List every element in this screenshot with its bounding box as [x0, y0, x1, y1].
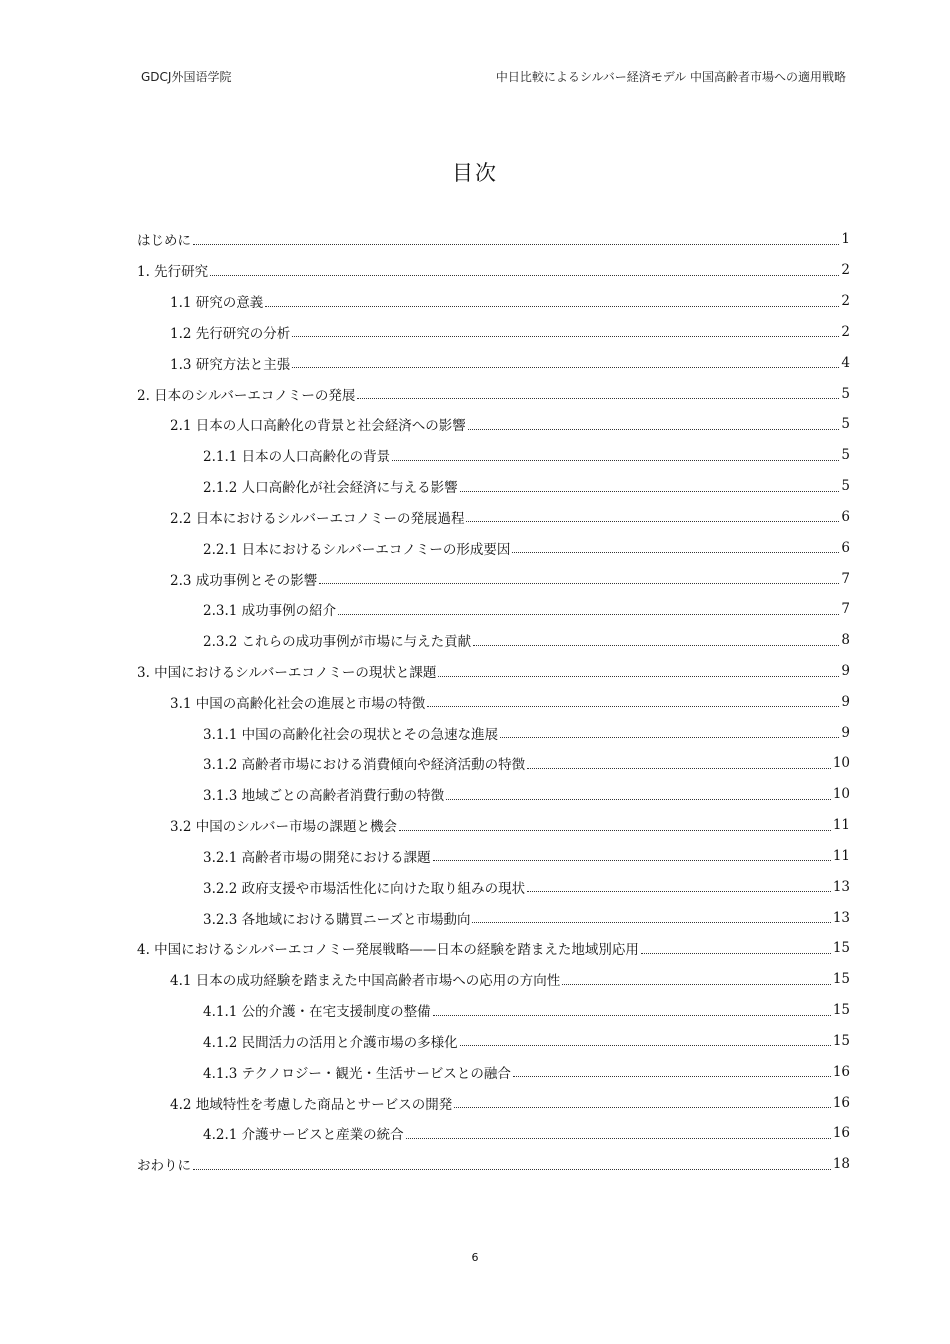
- page-number: 6: [471, 1251, 479, 1264]
- dot-leader: [433, 1015, 831, 1016]
- toc-entry-title: 4.1.3 テクノロジー・観光・生活サービスとの融合: [203, 1065, 511, 1082]
- toc-entry[interactable]: [137, 378, 850, 409]
- toc-entry-title: 3.1 中国の高齢化社会の進展と市場の特徴: [170, 695, 426, 712]
- toc-entry-page: 9: [841, 663, 850, 679]
- toc-entry-page: 13: [832, 878, 850, 895]
- toc-entry-page: 6: [841, 508, 850, 525]
- toc-entry[interactable]: [137, 1026, 850, 1057]
- toc-entry[interactable]: [137, 779, 850, 810]
- toc-entry-title: 2.3 成功事例とその影響: [170, 572, 318, 589]
- toc-entry-page: 5: [841, 416, 850, 433]
- toc-entry-title: 2.1.2 人口高齢化が社会経済に与える影響: [203, 480, 458, 497]
- toc-entry[interactable]: [137, 471, 850, 502]
- dot-leader: [438, 676, 839, 677]
- toc-entry[interactable]: [137, 224, 850, 255]
- toc-entry-title: 3.1.2 高齢者市場における消費傾向や経済活動の特徴: [203, 757, 526, 774]
- toc-entry-title: 2.3.1 成功事例の紹介: [203, 603, 337, 620]
- toc-entry-title: 2.1 日本の人口高齢化の背景と社会経済への影響: [170, 418, 466, 435]
- dot-leader: [427, 706, 839, 707]
- dot-leader: [512, 552, 839, 553]
- dot-leader: [500, 737, 839, 738]
- dot-leader: [460, 1045, 831, 1046]
- toc-entry[interactable]: [137, 625, 850, 656]
- toc-entry[interactable]: [137, 1149, 850, 1180]
- toc-entry[interactable]: [137, 995, 850, 1026]
- toc-entry-page: 13: [832, 909, 850, 926]
- toc-entry[interactable]: [137, 316, 850, 347]
- toc-entry-page: 15: [832, 1002, 850, 1019]
- dot-leader: [210, 275, 839, 276]
- dot-leader: [193, 1169, 831, 1170]
- toc-entry-title: 4. 中国におけるシルバーエコノミー発展戦略——日本の経験を踏まえた地域別応用: [137, 942, 639, 959]
- toc-entry-page: 11: [832, 817, 850, 834]
- toc-entry-title: 4.1.1 公的介護・在宅支援制度の整備: [203, 1004, 431, 1021]
- toc-entry-page: 15: [832, 1032, 850, 1049]
- toc-entry[interactable]: [137, 563, 850, 594]
- toc-entry-title: 3.1.1 中国の高齢化社会の現状とその急速な進展: [203, 726, 499, 743]
- toc-entry-page: 5: [841, 478, 850, 495]
- toc-entry-page: 7: [841, 601, 850, 618]
- toc-entry-page: 2: [841, 262, 850, 279]
- dot-leader: [527, 768, 831, 769]
- toc-entry-title: 2.1.1 日本の人口高齢化の背景: [203, 449, 391, 466]
- toc-entry[interactable]: [137, 656, 850, 687]
- toc-entry-page: 6: [841, 539, 850, 556]
- toc-entry[interactable]: [137, 286, 850, 317]
- toc-entry-page: 15: [832, 971, 850, 988]
- toc-entry-title: 4.2 地域特性を考慮した商品とサービスの開発: [170, 1096, 453, 1113]
- dot-leader: [392, 460, 839, 461]
- dot-leader: [468, 429, 840, 430]
- toc-entry[interactable]: [137, 717, 850, 748]
- dot-leader: [433, 860, 831, 861]
- toc-entry-page: 5: [841, 385, 850, 402]
- toc-entry[interactable]: [137, 347, 850, 378]
- dot-leader: [265, 306, 839, 307]
- toc-entry[interactable]: [137, 686, 850, 717]
- dot-leader: [292, 336, 839, 337]
- toc-entry[interactable]: [137, 1056, 850, 1087]
- dot-leader: [399, 830, 831, 831]
- toc-entry[interactable]: [137, 440, 850, 471]
- toc-entry[interactable]: [137, 933, 850, 964]
- toc-entry[interactable]: [137, 501, 850, 532]
- toc-entry-title: 2.2.1 日本におけるシルバーエコノミーの形成要因: [203, 541, 511, 558]
- toc-entry-title: 4.1 日本の成功経験を踏まえた中国高齢者市場への応用の方向性: [170, 973, 561, 990]
- dot-leader: [193, 244, 839, 245]
- toc-entry-title: 1.3 研究方法と主張: [170, 356, 291, 373]
- toc-entry[interactable]: [137, 964, 850, 995]
- toc-entry-page: 15: [832, 940, 850, 957]
- toc-entry-title: 1. 先行研究: [137, 264, 209, 281]
- toc-entry-page: 2: [841, 323, 850, 340]
- toc-entry[interactable]: [137, 810, 850, 841]
- dot-leader: [406, 1138, 831, 1139]
- dot-leader: [292, 367, 839, 368]
- toc-entry-page: 5: [841, 447, 850, 464]
- toc-entry-title: 2. 日本のシルバーエコノミーの発展: [137, 387, 356, 404]
- toc-entry-title: 3.2.2 政府支援や市場活性化に向けた取り組みの現状: [203, 880, 526, 897]
- dot-leader: [454, 1107, 831, 1108]
- running-header: [141, 68, 846, 85]
- dot-leader: [446, 799, 831, 800]
- dot-leader: [466, 521, 839, 522]
- toc-entry-title: 4.1.2 民間活力の活用と介護市場の多様化: [203, 1034, 458, 1051]
- toc-entry-title: 3. 中国におけるシルバーエコノミーの現状と課題: [137, 665, 437, 681]
- toc-entry[interactable]: [137, 1118, 850, 1149]
- toc-entry[interactable]: [137, 748, 850, 779]
- toc-entry-title: 4.2.1 介護サービスと産業の統合: [203, 1127, 404, 1144]
- toc-entry-page: 2: [841, 293, 850, 310]
- toc-entry-title: 3.1.3 地域ごとの高齢者消費行動の特徴: [203, 788, 445, 805]
- dot-leader: [473, 645, 839, 646]
- toc-entry[interactable]: [137, 255, 850, 286]
- toc-entry-title: 2.3.2 これらの成功事例が市場に与えた貢献: [203, 634, 472, 651]
- dot-leader: [513, 1076, 831, 1077]
- dot-leader: [338, 614, 839, 615]
- dot-leader: [562, 984, 831, 985]
- toc-entry-page: 16: [832, 1125, 850, 1142]
- page-title: 目次: [452, 161, 498, 185]
- toc-entry-title: 1.1 研究の意義: [170, 295, 264, 312]
- toc-entry-title: おわりに: [137, 1158, 191, 1175]
- toc-entry-title: 3.2 中国のシルバー市場の課題と機会: [170, 819, 397, 836]
- header-left: GDCJ外国语学院: [141, 70, 232, 84]
- toc-entry-page: 8: [841, 632, 850, 649]
- toc-entry-title: 3.2.1 高齢者市場の開発における課題: [203, 849, 431, 866]
- toc-entry[interactable]: [137, 409, 850, 440]
- toc-entry[interactable]: [137, 902, 850, 933]
- header-right: 中日比較によるシルバー経済モデル 中国高齢者市場への適用戦略: [495, 70, 846, 84]
- toc-entry[interactable]: [137, 841, 850, 872]
- dot-leader: [460, 491, 840, 492]
- toc-entry-page: 11: [832, 847, 850, 864]
- toc-entry-page: 18: [832, 1156, 850, 1173]
- toc-entry[interactable]: [137, 1087, 850, 1118]
- toc-entry-page: 10: [832, 786, 850, 803]
- toc-entry-page: 1: [841, 231, 850, 248]
- dot-leader: [472, 922, 830, 923]
- toc-entry-page: 4: [841, 354, 850, 371]
- toc-entry-title: 3.2.3 各地域における購買ニーズと市場動向: [203, 911, 471, 928]
- toc-entry[interactable]: [137, 871, 850, 902]
- toc-entry-title: 1.2 先行研究の分析: [170, 325, 291, 342]
- toc-entry[interactable]: [137, 532, 850, 563]
- dot-leader: [527, 891, 831, 892]
- toc-entry-page: 10: [832, 755, 850, 772]
- toc-entry-page: 9: [841, 724, 850, 741]
- toc-entry-page: 16: [832, 1094, 850, 1111]
- toc-entry[interactable]: [137, 594, 850, 625]
- dot-leader: [319, 583, 839, 584]
- table-of-contents: [137, 224, 850, 1180]
- toc-entry-page: 7: [841, 570, 850, 587]
- dot-leader: [357, 398, 839, 399]
- dot-leader: [641, 953, 831, 954]
- toc-entry-title: 2.2 日本におけるシルバーエコノミーの発展過程: [170, 510, 465, 527]
- toc-entry-page: 9: [841, 693, 850, 710]
- toc-entry-page: 16: [832, 1063, 850, 1080]
- toc-entry-title: はじめに: [137, 233, 191, 250]
